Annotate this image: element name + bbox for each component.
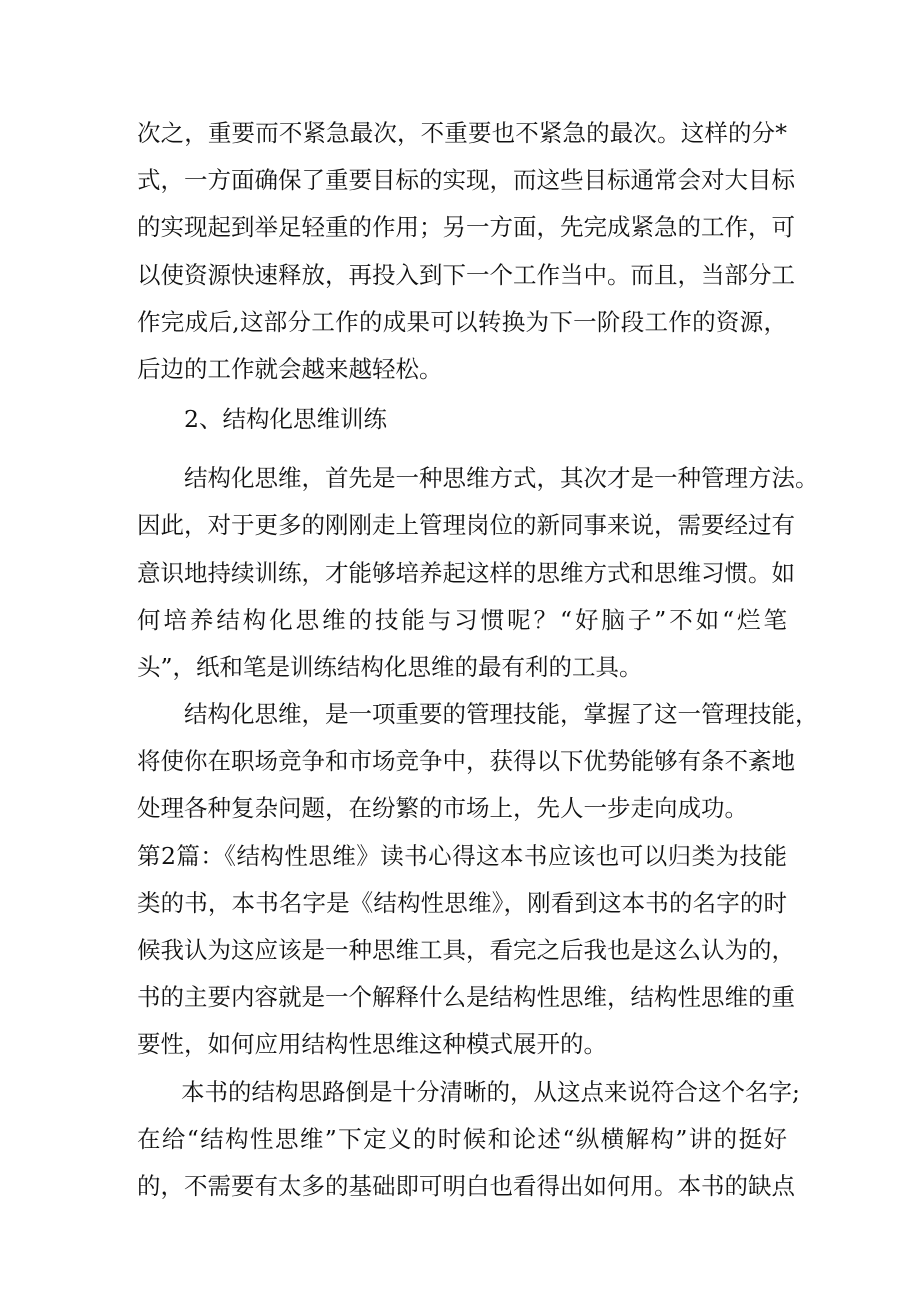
text-line: 结构化思维，首先是一种思维方式，其次才是一种管理方法。: [184, 464, 819, 493]
text-line: 的实现起到举足轻重的作用；另一方面，先完成紧急的工作，可: [137, 213, 795, 242]
text-line: 何培养结构化思维的技能与习惯呢？“好脑子”不如“烂笔: [137, 605, 787, 634]
text-line: 头”，纸和笔是训练结构化思维的最有利的工具。: [137, 652, 643, 681]
spacer: [137, 445, 787, 455]
text-line: 作完成后,这部分工作的成果可以转换为下一阶段工作的资源，: [137, 307, 787, 336]
text-line: 因此，对于更多的刚刚走上管理岗位的新同事来说，需要经过有: [137, 511, 795, 540]
text-line: 要性，如何应用结构性思维这种模式展开的。: [137, 1030, 607, 1059]
paragraph-review: [137, 1069, 800, 1211]
text-line: 第2篇：《结构性思维》读书心得这本书应该也可以归类为技能: [137, 841, 787, 870]
text-line: 后边的工作就会越来越轻松。: [137, 354, 443, 383]
paragraph-priority: [137, 110, 795, 393]
paragraph-thinking: [137, 455, 819, 691]
text-line: 意识地持续训练，才能够培养起这样的思维方式和思维习惯。如: [137, 558, 795, 587]
section-heading: 2、结构化思维训练: [184, 405, 387, 434]
text-line: 处理各种复杂问题，在纷繁的市场上，先人一步走向成功。: [137, 794, 748, 823]
text-line: 候我认为这应该是一种思维工具，看完之后我也是这么认为的，: [137, 936, 795, 964]
text-line: 将使你在职场竞争和市场竞争中，获得以下优势能够有条不紊地: [137, 747, 795, 776]
text-line: 式，一方面确保了重要目标的实现，而这些目标通常会对大目标: [137, 166, 795, 195]
text-line: 结构化思维，是一项重要的管理技能，掌握了这一管理技能，: [184, 700, 819, 729]
text-line: 在给“结构性思维”下定义的时候和论述“纵横解构”讲的挺好: [137, 1124, 787, 1153]
document-body: [137, 110, 819, 1210]
paragraph-article-2: [137, 833, 795, 1069]
paragraph-skill: [137, 691, 819, 833]
text-line: 本书的结构思路倒是十分清晰的，从这点来说符合这个名字;: [181, 1077, 800, 1106]
text-line: 类的书，本书名字是《结构性思维》，刚看到这本书的名字的时: [137, 888, 787, 917]
text-line: 次之，重要而不紧急最次，不重要也不紧急的最次。这样的分*: [137, 119, 787, 147]
text-line: 书的主要内容就是一个解释什么是结构性思维，结构性思维的重: [137, 983, 795, 1012]
text-line: 以使资源快速释放，再投入到下一个工作当中。而且，当部分工: [137, 260, 795, 289]
text-line: 的，不需要有太多的基础即可明白也看得出如何用。本书的缺点: [137, 1171, 795, 1200]
